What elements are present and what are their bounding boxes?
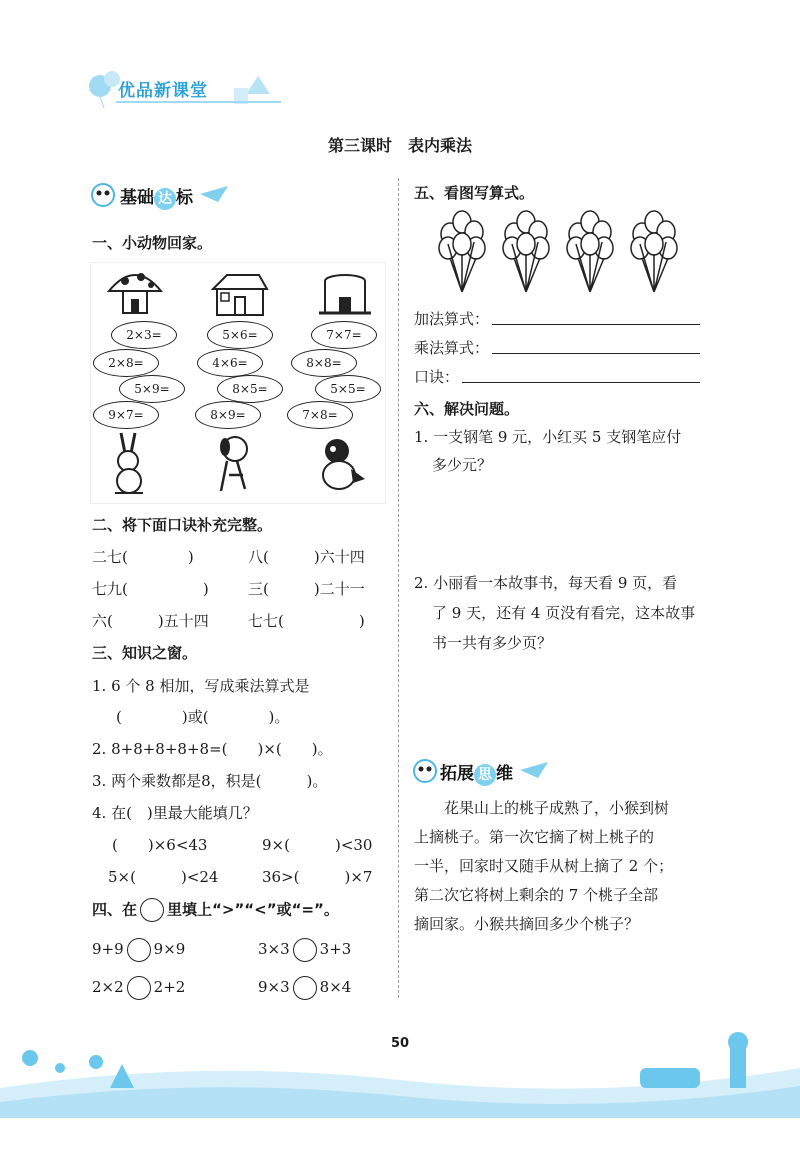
oval-expression[interactable]: 9×7=: [93, 401, 159, 429]
compare-circle[interactable]: [127, 976, 151, 1000]
question-4-item[interactable]: 36>( )×7: [262, 868, 373, 886]
section-3-heading: 三、知识之窗。: [92, 644, 198, 662]
verse-blank[interactable]: 三( )二十一: [248, 580, 365, 598]
problem-2-cont: 了 9 天，还有 4 页没有看完，这本故事: [432, 604, 696, 622]
oval-expression[interactable]: 4×6=: [197, 349, 263, 377]
problem-1: 1. 一支钢笔 9 元，小红买 5 支钢笔应付: [414, 428, 682, 446]
page-number: 50: [390, 1036, 410, 1051]
section-5-heading: 五、看图写算式。: [414, 184, 535, 202]
question-1: 1. 6 个 8 相加，写成乘法算式是: [92, 677, 310, 695]
penguin-icon: [313, 435, 367, 497]
question-4-item[interactable]: 9×( )<30: [262, 836, 373, 854]
balloon-bunches: [430, 204, 700, 296]
badge-extension: 拓展 思 维: [440, 764, 513, 784]
tree-stump-house-icon: [315, 271, 375, 317]
verse-blank[interactable]: 七九( ): [92, 580, 209, 598]
verse-answer-line[interactable]: [462, 382, 700, 383]
oval-expression[interactable]: 2×8=: [93, 349, 159, 377]
puppy-icon: [207, 431, 261, 497]
oval-expression[interactable]: 7×7=: [311, 321, 377, 349]
oval-expression[interactable]: 5×5=: [315, 375, 381, 403]
question-4: 4. 在( )里最大能填几？: [92, 804, 258, 822]
oval-expression[interactable]: 7×8=: [287, 401, 353, 429]
question-2[interactable]: 2. 8+8+8+8+8=( )×( )。: [92, 740, 333, 758]
verse-blank[interactable]: 六( )五十四: [92, 612, 209, 630]
compare-item: 9×3 8×4: [258, 976, 351, 1000]
compare-item: 2×2 2+2: [92, 976, 185, 1000]
verse-blank[interactable]: 八( )六十四: [248, 548, 365, 566]
extension-problem: 花果山上的桃子成熟了，小猴到树 上摘桃子。第一次它摘了树上桃子的 一半，回家时又随手从树上摘了 2 个； 第二次它将树上剩余的 7 个桃子全部 摘回家。小猴共摘回多少个桃子？: [414, 799, 674, 933]
circle-icon: [140, 898, 164, 922]
balloon-bunch-icon: [631, 211, 677, 292]
compare-circle[interactable]: [293, 976, 317, 1000]
verse-blank[interactable]: 二七( ): [92, 548, 194, 566]
addition-answer-line[interactable]: [492, 324, 700, 325]
page-title: 第三课时 表内乘法: [327, 136, 472, 155]
verse-label: 口诀：: [414, 368, 460, 386]
paper-plane-icon: [520, 762, 548, 778]
oval-expression[interactable]: 8×9=: [195, 401, 261, 429]
house-icon: [246, 76, 270, 94]
section-1-heading: 一、小动物回家。: [92, 234, 213, 252]
question-1-blanks[interactable]: ( )或( )。: [116, 708, 290, 726]
compare-circle[interactable]: [293, 938, 317, 962]
compare-item: 9+9 9×9: [92, 938, 185, 962]
oval-expression[interactable]: 2×3=: [111, 321, 177, 349]
paper-plane-icon: [200, 186, 228, 202]
footer-decoration: [0, 1018, 800, 1118]
multiplication-label: 乘法算式：: [414, 339, 490, 357]
addition-label: 加法算式：: [414, 310, 490, 328]
balloon-bunch-icon: [567, 211, 613, 292]
section-2-heading: 二、将下面口诀补充完整。: [92, 516, 273, 534]
section-4-heading: 四、在 里填上“>”“<”或“=”。: [92, 898, 339, 922]
house-icon: [209, 271, 269, 317]
brand-logo: 优品新课堂: [118, 81, 208, 101]
question-4-item[interactable]: ( )×6<43: [112, 836, 208, 854]
oval-expression[interactable]: 8×8=: [291, 349, 357, 377]
verse-blank[interactable]: 七七( ): [248, 612, 365, 630]
panda-icon: [412, 756, 438, 786]
rabbit-icon: [105, 431, 155, 497]
compare-circle[interactable]: [127, 938, 151, 962]
problem-2: 2. 小丽看一本故事书，每天看 9 页，看: [414, 574, 678, 592]
compare-item: 3×3 3+3: [258, 938, 351, 962]
oval-expression[interactable]: 5×6=: [207, 321, 273, 349]
balloon-bunch-icon: [503, 211, 549, 292]
problem-2-cont: 书一共有多少页？: [432, 634, 553, 652]
mushroom-house-icon: [105, 265, 165, 317]
animal-home-panel: [90, 262, 386, 504]
section-6-heading: 六、解决问题。: [414, 400, 520, 418]
question-3[interactable]: 3. 两个乘数都是8，积是( )。: [92, 772, 328, 790]
badge-basic: 基础 达 标: [120, 188, 193, 208]
column-divider: [398, 178, 399, 998]
oval-expression[interactable]: 8×5=: [217, 375, 283, 403]
oval-expression[interactable]: 5×9=: [119, 375, 185, 403]
multiplication-answer-line[interactable]: [492, 353, 700, 354]
question-4-item[interactable]: 5×( )<24: [108, 868, 219, 886]
problem-1-cont: 多少元？: [432, 456, 493, 474]
panda-icon: [90, 180, 116, 210]
balloon-bunch-icon: [439, 211, 485, 292]
